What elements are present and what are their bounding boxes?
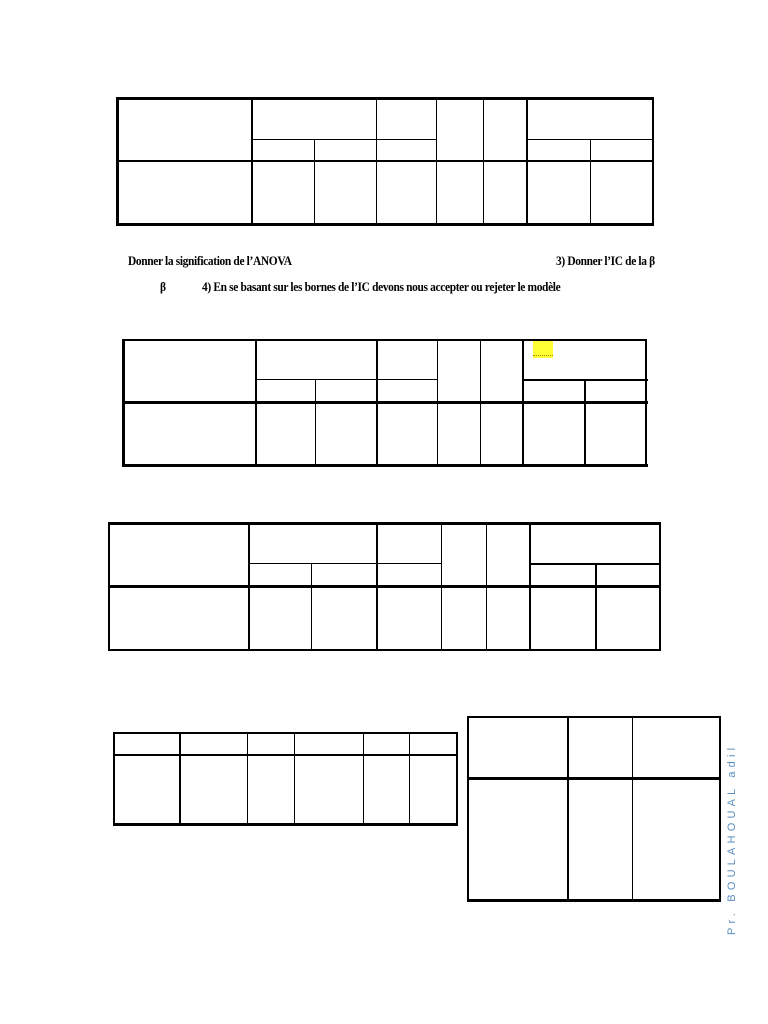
- question-confidence-interval: 3) Donner l’IC de la β: [556, 253, 655, 268]
- author-watermark: Pr. BOULAHOUAL adil: [726, 743, 738, 935]
- question-anova-significance: Donner la signification de l’ANOVA: [128, 253, 292, 268]
- question-accept-reject-model: 4) En se basant sur les bornes de l’IC devons nous accepter ou rejeter le modèle: [202, 279, 561, 294]
- question-beta-symbol: β: [160, 279, 166, 294]
